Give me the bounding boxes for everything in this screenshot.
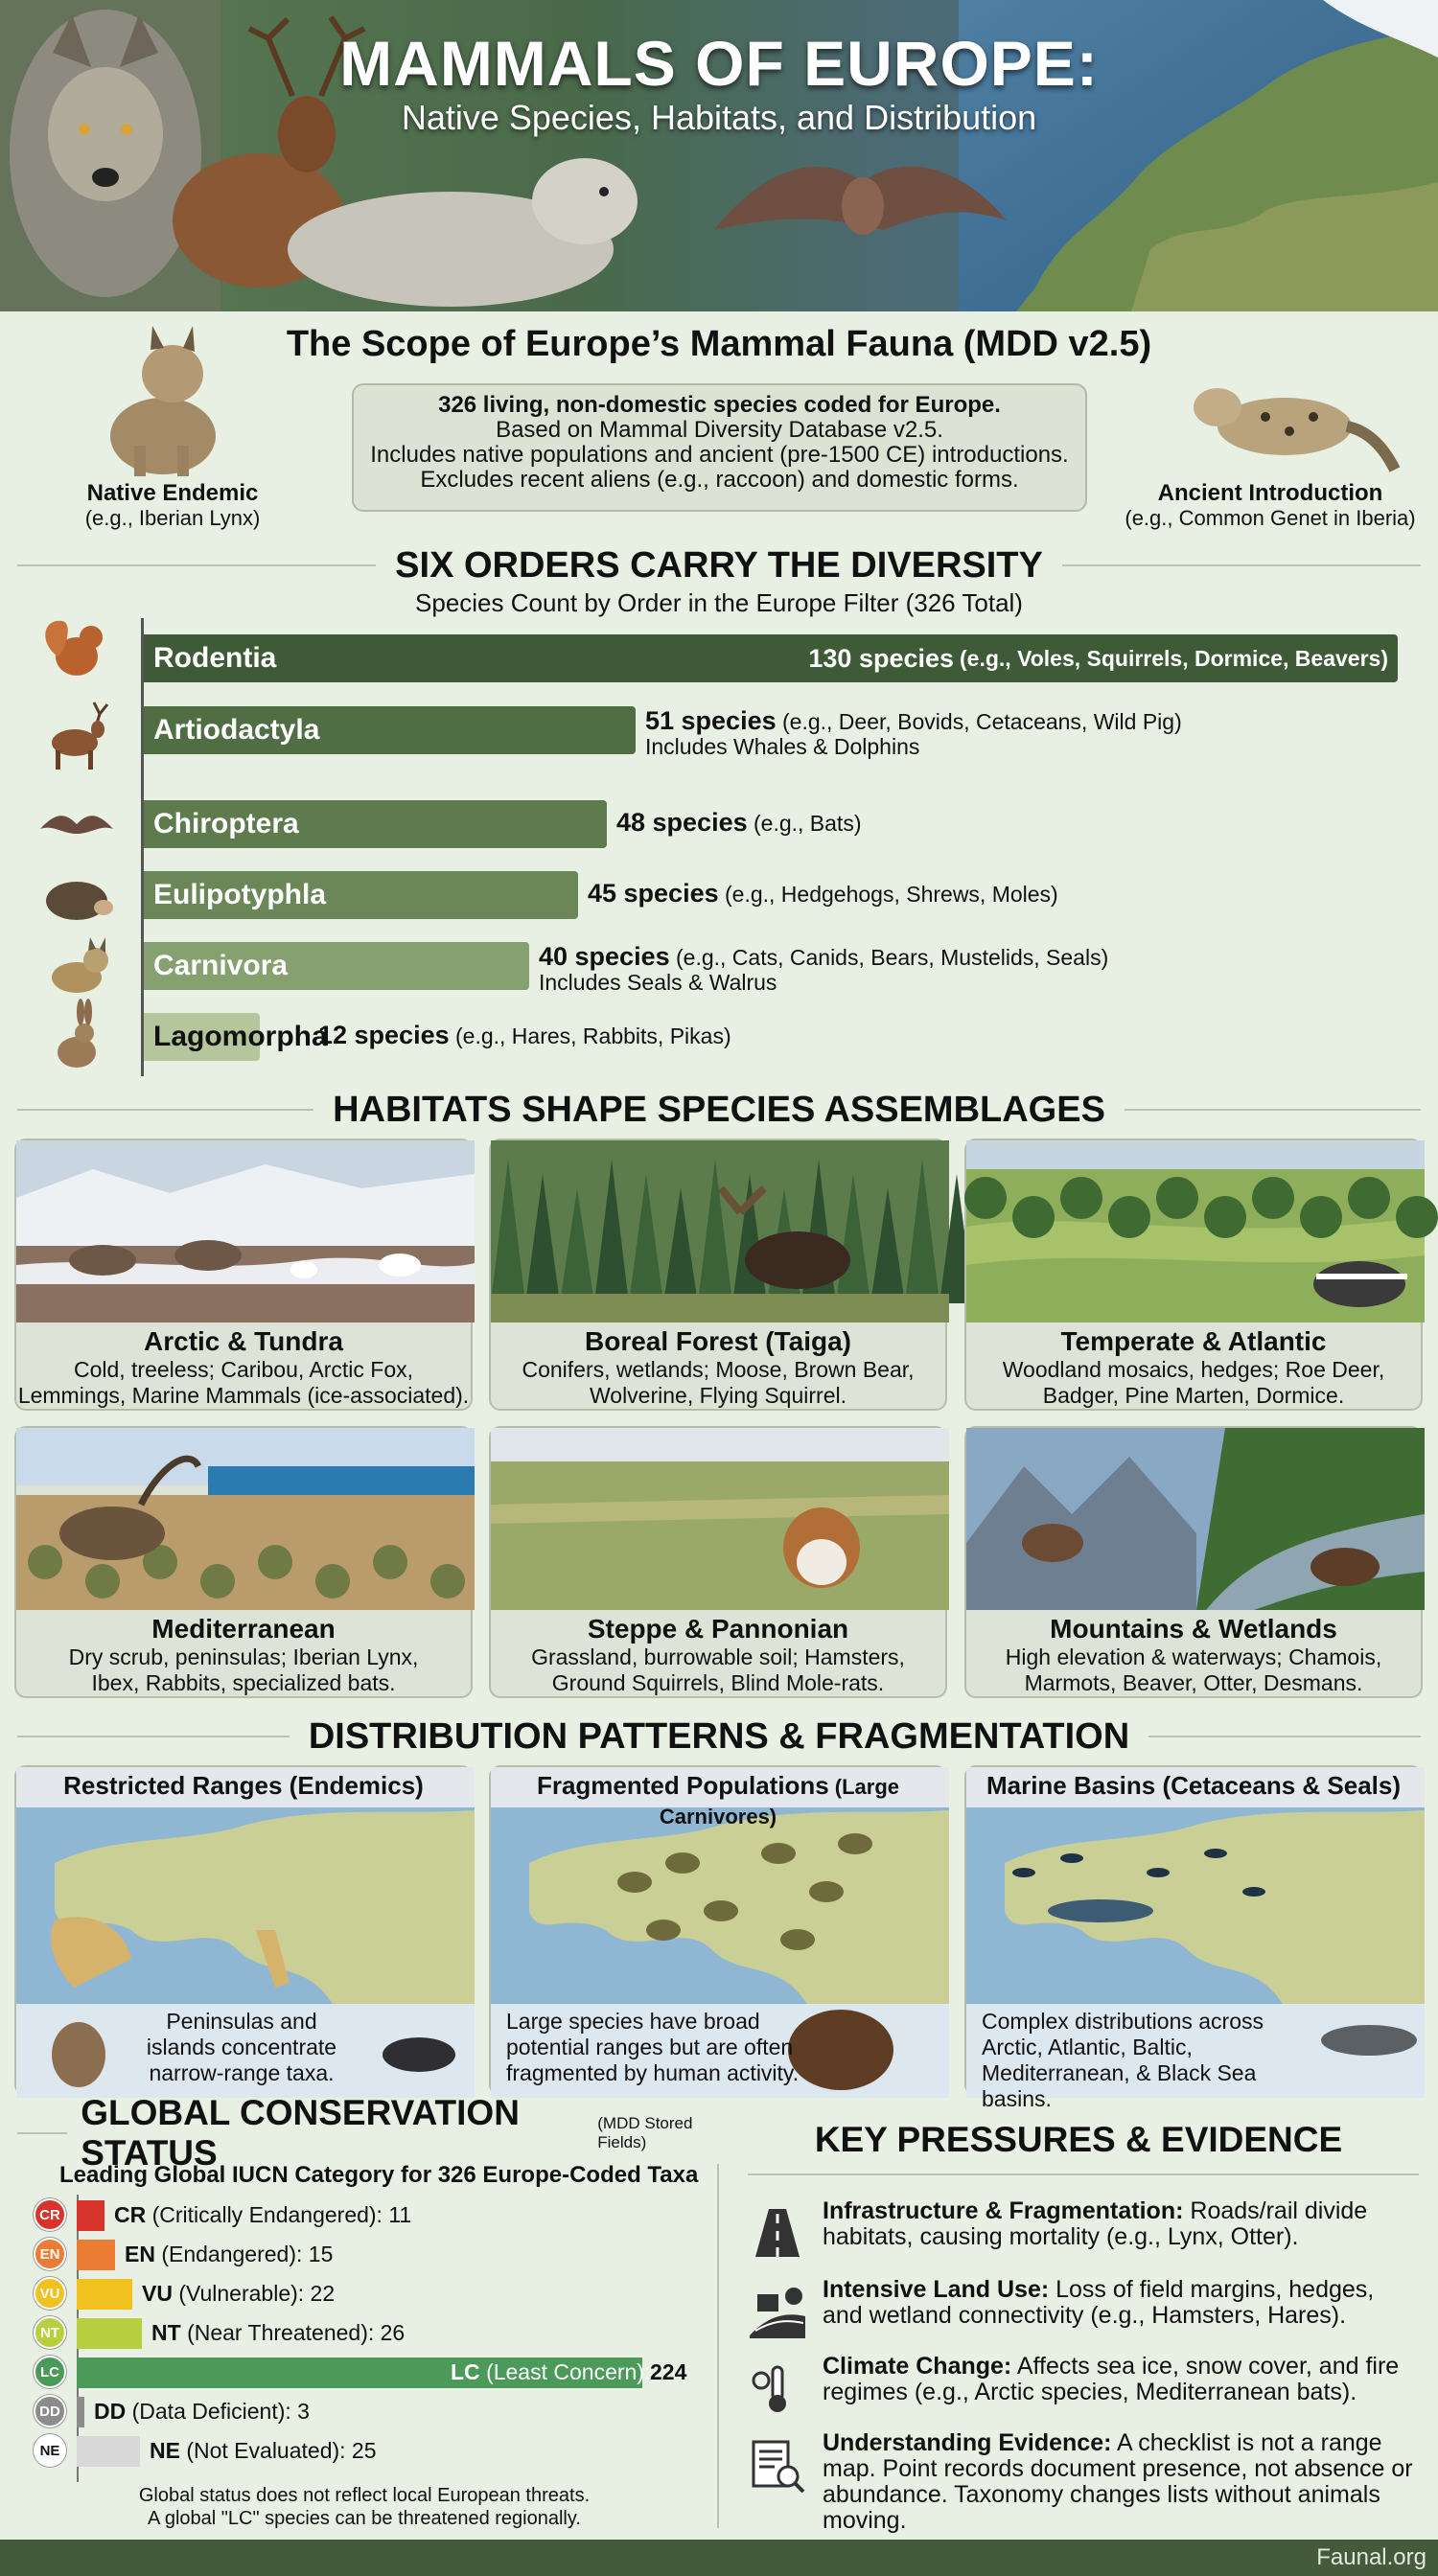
status-badge-dd: DD bbox=[34, 2395, 66, 2427]
distribution-card-title bbox=[16, 1771, 471, 1801]
habitat-line-1: High elevation & waterways; Chamois, bbox=[1005, 1644, 1382, 1669]
habitat-name: Temperate & Atlantic bbox=[1060, 1326, 1327, 1356]
distribution-line-3: fragmented by human activity. bbox=[506, 2060, 800, 2085]
status-code: NT bbox=[151, 2320, 188, 2345]
status-code: CR bbox=[114, 2202, 152, 2227]
status-row-nt bbox=[34, 2317, 66, 2348]
habitat-card bbox=[14, 1426, 473, 1698]
scope-line-2: Based on Mammal Diversity Database v2.5. bbox=[496, 417, 943, 443]
distribution-line-2: Arctic, Atlantic, Baltic, bbox=[982, 2035, 1193, 2059]
pressures-rule bbox=[748, 2174, 1419, 2175]
order-note: Includes Seals & Walrus bbox=[539, 970, 777, 995]
habitat-line-2: Badger, Pine Marten, Dormice. bbox=[1042, 1383, 1345, 1408]
status-code: NE bbox=[150, 2438, 187, 2463]
order-info-line bbox=[645, 708, 1182, 734]
order-name: Eulipotyphla bbox=[153, 879, 326, 910]
pressure-heading: Understanding Evidence: bbox=[823, 2429, 1112, 2456]
habitat-name: Mountains & Wetlands bbox=[1050, 1614, 1337, 1644]
status-badge-lc: LC bbox=[34, 2356, 66, 2388]
conservation-subtitle: Leading Global IUCN Category for 326 Europe-Coded Taxa bbox=[59, 2162, 699, 2188]
status-label bbox=[451, 2359, 651, 2385]
hedgehog-icon bbox=[38, 858, 115, 934]
status-label bbox=[150, 2438, 377, 2464]
habitat-description bbox=[966, 1357, 1421, 1409]
order-info bbox=[808, 634, 1398, 682]
order-info bbox=[318, 1023, 731, 1048]
pressure-text bbox=[823, 2354, 1417, 2405]
distribution-line-2: potential ranges but are often bbox=[506, 2035, 794, 2059]
status-row-dd bbox=[34, 2396, 66, 2426]
status-text: (Vulnerable): 22 bbox=[178, 2281, 336, 2306]
distribution-card bbox=[964, 1765, 1423, 2111]
habitat-name: Mediterranean bbox=[151, 1614, 336, 1644]
status-badge-ne: NE bbox=[34, 2434, 66, 2467]
habitat-line-2: Wolverine, Flying Squirrel. bbox=[589, 1383, 847, 1408]
pressure-body: Roads/rail divide habitats, causing mortality (e.g., Lynx, Otter). bbox=[823, 2197, 1368, 2250]
order-bar-carnivora bbox=[144, 942, 529, 990]
habitat-line-1: Grassland, burrowable soil; Hamsters, bbox=[531, 1644, 905, 1669]
status-row-cr bbox=[34, 2199, 66, 2230]
squirrel-icon bbox=[38, 613, 115, 690]
order-examples: (e.g., Voles, Squirrels, Dormice, Beavers) bbox=[960, 645, 1388, 671]
status-value: 224 bbox=[650, 2359, 687, 2384]
habitat-card bbox=[14, 1138, 473, 1411]
order-info bbox=[539, 944, 1108, 995]
distribution-line-2: islands concentrate bbox=[146, 2035, 337, 2059]
conservation-note bbox=[38, 2484, 690, 2530]
distribution-card bbox=[489, 1765, 947, 2096]
status-text: (Critically Endangered): 11 bbox=[151, 2202, 412, 2227]
distribution-line-3: narrow-range taxa. bbox=[149, 2060, 335, 2085]
scope-line-1: 326 living, non-domestic species coded for Europe. bbox=[438, 392, 1001, 418]
order-name: Carnivora bbox=[153, 950, 289, 981]
order-info-line bbox=[616, 810, 861, 836]
habitat-card bbox=[964, 1138, 1423, 1411]
order-count: 45 species bbox=[588, 879, 719, 908]
order-examples: (e.g., Hedgehogs, Shrews, Moles) bbox=[718, 882, 1058, 907]
farm-icon bbox=[748, 2283, 807, 2342]
page-title: MAMMALS OF EUROPE: bbox=[339, 28, 1099, 99]
status-badge-nt: NT bbox=[34, 2316, 66, 2349]
distribution-line-1: Complex distributions across bbox=[982, 2009, 1264, 2034]
pressure-text bbox=[823, 2198, 1417, 2250]
habitat-line-2: Ibex, Rabbits, specialized bats. bbox=[91, 1670, 396, 1695]
order-count: 40 species bbox=[539, 942, 670, 971]
habitat-line-2: Lemmings, Marine Mammals (ice-associated). bbox=[17, 1383, 470, 1408]
distribution-title: DISTRIBUTION PATTERNS & FRAGMENTATION bbox=[308, 1715, 1130, 1757]
status-bar bbox=[77, 2200, 104, 2231]
order-name: Chiroptera bbox=[153, 808, 299, 840]
orders-title: SIX ORDERS CARRY THE DIVERSITY bbox=[395, 544, 1043, 586]
thermometer-sun-icon bbox=[748, 2359, 807, 2419]
distribution-card-title bbox=[966, 1771, 1421, 1801]
habitats-heading bbox=[17, 1089, 1421, 1131]
status-bar bbox=[77, 2436, 140, 2467]
pressure-body: Loss of field margins, hedges, and wetland connectivity (e.g., Hamsters, Hares). bbox=[823, 2276, 1375, 2329]
status-label bbox=[125, 2242, 333, 2267]
native-endemic-heading: Native Endemic bbox=[86, 480, 259, 506]
distribution-card-title bbox=[491, 1771, 945, 1830]
lynx-icon bbox=[38, 930, 115, 1006]
order-info-line bbox=[318, 1023, 731, 1048]
order-bar-eulipotyphla bbox=[144, 871, 578, 919]
deer-icon bbox=[38, 695, 115, 771]
orders-subtitle: Species Count by Order in the Europe Filter (326 Total) bbox=[415, 588, 1023, 617]
habitat-card bbox=[489, 1426, 947, 1698]
native-endemic-example: (e.g., Iberian Lynx) bbox=[84, 506, 261, 530]
status-text: (Data Deficient): 3 bbox=[131, 2399, 310, 2424]
order-count: 48 species bbox=[616, 808, 748, 837]
footer-credit: Faunal.org bbox=[1316, 2544, 1426, 2570]
status-bar bbox=[77, 2279, 132, 2310]
pressure-body: Affects sea ice, snow cover, and fire regimes (e.g., Arctic species, Mediterranean bats). bbox=[823, 2353, 1400, 2405]
distribution-title-small: (Large Carnivores) bbox=[659, 1775, 900, 1828]
status-row-ne bbox=[34, 2435, 66, 2466]
habitat-line-2: Marmots, Beaver, Otter, Desmans. bbox=[1024, 1670, 1363, 1695]
distribution-line-1: Large species have broad bbox=[506, 2009, 760, 2034]
distribution-title-main: Fragmented Populations bbox=[536, 1771, 829, 1800]
habitat-photo bbox=[966, 1428, 1425, 1610]
bat-icon bbox=[38, 791, 115, 867]
order-name: Lagomorpha bbox=[153, 1021, 328, 1052]
order-note: Includes Whales & Dolphins bbox=[645, 734, 920, 759]
ancient-introduction-label bbox=[1112, 481, 1428, 531]
conservation-title-note: (MDD Stored Fields) bbox=[597, 2114, 693, 2151]
habitat-description bbox=[966, 1644, 1421, 1696]
footer bbox=[0, 2540, 1438, 2576]
habitat-description bbox=[491, 1644, 945, 1696]
column-divider bbox=[717, 2164, 719, 2528]
status-badge-cr: CR bbox=[34, 2198, 66, 2231]
pressures-title: KEY PRESSURES & EVIDENCE bbox=[814, 2120, 1343, 2159]
distribution-title-main: Restricted Ranges (Endemics) bbox=[63, 1771, 424, 1800]
status-code: DD bbox=[94, 2399, 132, 2424]
order-count: 130 species bbox=[808, 643, 955, 673]
status-badge-vu: VU bbox=[34, 2277, 66, 2310]
hero-banner bbox=[0, 0, 1438, 311]
lynx-illustration bbox=[81, 321, 235, 479]
genet-illustration bbox=[1179, 364, 1400, 479]
scope-title: The Scope of Europe’s Mammal Fauna (MDD v2.5) bbox=[286, 324, 1152, 364]
order-info bbox=[588, 881, 1058, 907]
scope-line-4: Excludes recent aliens (e.g., raccoon) and domestic forms. bbox=[420, 467, 1019, 493]
pressure-heading: Climate Change: bbox=[823, 2353, 1012, 2380]
scope-line-3: Includes native populations and ancient (pre-1500 CE) introductions. bbox=[370, 442, 1069, 468]
order-examples: (e.g., Bats) bbox=[747, 811, 862, 836]
status-code: EN bbox=[125, 2242, 162, 2266]
status-code: VU bbox=[142, 2281, 179, 2306]
status-row-lc bbox=[34, 2357, 66, 2387]
habitat-photo bbox=[966, 1140, 1425, 1322]
status-label bbox=[142, 2281, 335, 2307]
status-label bbox=[94, 2399, 310, 2425]
ancient-introduction-example: (e.g., Common Genet in Iberia) bbox=[1125, 506, 1416, 530]
habitat-description bbox=[16, 1357, 471, 1409]
distribution-description bbox=[982, 2009, 1327, 2112]
habitat-name: Steppe & Pannonian bbox=[587, 1614, 849, 1644]
status-label bbox=[151, 2320, 405, 2346]
conservation-title: GLOBAL CONSERVATION STATUS bbox=[81, 2093, 520, 2173]
habitat-card bbox=[964, 1426, 1423, 1698]
status-row-vu bbox=[34, 2278, 66, 2309]
habitat-line-2: Ground Squirrels, Blind Mole-rats. bbox=[551, 1670, 885, 1695]
order-info-line bbox=[539, 944, 1108, 970]
pressure-item bbox=[748, 2430, 1419, 2536]
road-icon bbox=[748, 2204, 807, 2264]
order-count: 51 species bbox=[645, 706, 777, 735]
habitat-line-1: Conifers, wetlands; Moose, Brown Bear, bbox=[522, 1357, 915, 1382]
habitat-name: Arctic & Tundra bbox=[144, 1326, 343, 1356]
habitat-name: Boreal Forest (Taiga) bbox=[585, 1326, 851, 1356]
status-badge-en: EN bbox=[34, 2238, 66, 2270]
order-name: Rodentia bbox=[153, 642, 277, 674]
distribution-line-1: Peninsulas and bbox=[166, 2009, 317, 2034]
order-info bbox=[616, 810, 861, 836]
habitat-line-1: Dry scrub, peninsulas; Iberian Lynx, bbox=[68, 1644, 419, 1669]
order-bar-chiroptera bbox=[144, 800, 607, 848]
distribution-heading bbox=[17, 1715, 1421, 1758]
native-endemic-label bbox=[58, 481, 288, 531]
order-info bbox=[645, 708, 1182, 759]
order-examples: (e.g., Cats, Canids, Bears, Mustelids, Seals) bbox=[669, 945, 1109, 970]
habitat-line-1: Cold, treeless; Caribou, Arctic Fox, bbox=[73, 1357, 414, 1382]
pressure-text bbox=[823, 2430, 1417, 2534]
habitat-description bbox=[491, 1357, 945, 1409]
orders-heading bbox=[17, 544, 1421, 586]
status-row-en bbox=[34, 2239, 66, 2269]
hare-icon bbox=[38, 997, 115, 1073]
order-bar-lagomorpha bbox=[144, 1013, 328, 1061]
scope-summary-box bbox=[352, 383, 1087, 512]
status-text: (Endangered): 15 bbox=[161, 2242, 334, 2266]
conservation-note-line-2: A global "LC" species can be threatened regionally. bbox=[148, 2508, 581, 2529]
habitat-photo bbox=[491, 1140, 949, 1322]
order-bar-rodentia bbox=[144, 634, 1398, 682]
status-text: (Least Concern): bbox=[486, 2359, 651, 2384]
status-bar bbox=[77, 2397, 84, 2427]
conservation-note-line-1: Global status does not reflect local European threats. bbox=[138, 2485, 591, 2506]
pressure-heading: Intensive Land Use: bbox=[823, 2276, 1050, 2303]
status-bar bbox=[77, 2240, 115, 2270]
document-search-icon bbox=[748, 2436, 807, 2496]
order-bar-artiodactyla bbox=[144, 706, 636, 754]
habitats-title: HABITATS SHAPE SPECIES ASSEMBLAGES bbox=[333, 1089, 1105, 1130]
order-info-line bbox=[588, 881, 1058, 907]
habitat-description bbox=[16, 1644, 471, 1696]
distribution-card bbox=[14, 1765, 473, 2096]
pressure-heading: Infrastructure & Fragmentation: bbox=[823, 2197, 1184, 2224]
pressure-body: A checklist is not a range map. Point records document presence, not absence or abundance. Taxonomy changes lists without animals moving. bbox=[823, 2429, 1413, 2534]
habitat-photo bbox=[16, 1140, 475, 1322]
status-code: LC bbox=[451, 2359, 487, 2384]
distribution-title-main: Marine Basins (Cetaceans & Seals) bbox=[986, 1771, 1402, 1800]
distribution-description bbox=[506, 2009, 813, 2086]
conservation-heading bbox=[17, 2093, 727, 2173]
status-text: (Near Threatened): 26 bbox=[187, 2320, 406, 2345]
distribution-description bbox=[131, 2009, 352, 2086]
status-label bbox=[114, 2202, 411, 2228]
distribution-line-3: Mediterranean, & Black Sea basins. bbox=[982, 2060, 1257, 2111]
order-count: 12 species bbox=[318, 1021, 450, 1049]
status-text: (Not Evaluated): 25 bbox=[186, 2438, 377, 2463]
status-bar bbox=[77, 2318, 142, 2349]
habitat-photo bbox=[491, 1428, 949, 1610]
page-subtitle: Native Species, Habitats, and Distribution bbox=[401, 98, 1037, 137]
order-examples: (e.g., Hares, Rabbits, Pikas) bbox=[449, 1024, 731, 1048]
order-examples: (e.g., Deer, Bovids, Cetaceans, Wild Pig) bbox=[776, 709, 1182, 734]
habitat-card bbox=[489, 1138, 947, 1411]
order-name: Artiodactyla bbox=[153, 714, 320, 746]
habitat-line-1: Woodland mosaics, hedges; Roe Deer, bbox=[1002, 1357, 1385, 1382]
habitat-photo bbox=[16, 1428, 475, 1610]
ancient-introduction-heading: Ancient Introduction bbox=[1157, 480, 1383, 506]
pressure-text bbox=[823, 2277, 1417, 2329]
